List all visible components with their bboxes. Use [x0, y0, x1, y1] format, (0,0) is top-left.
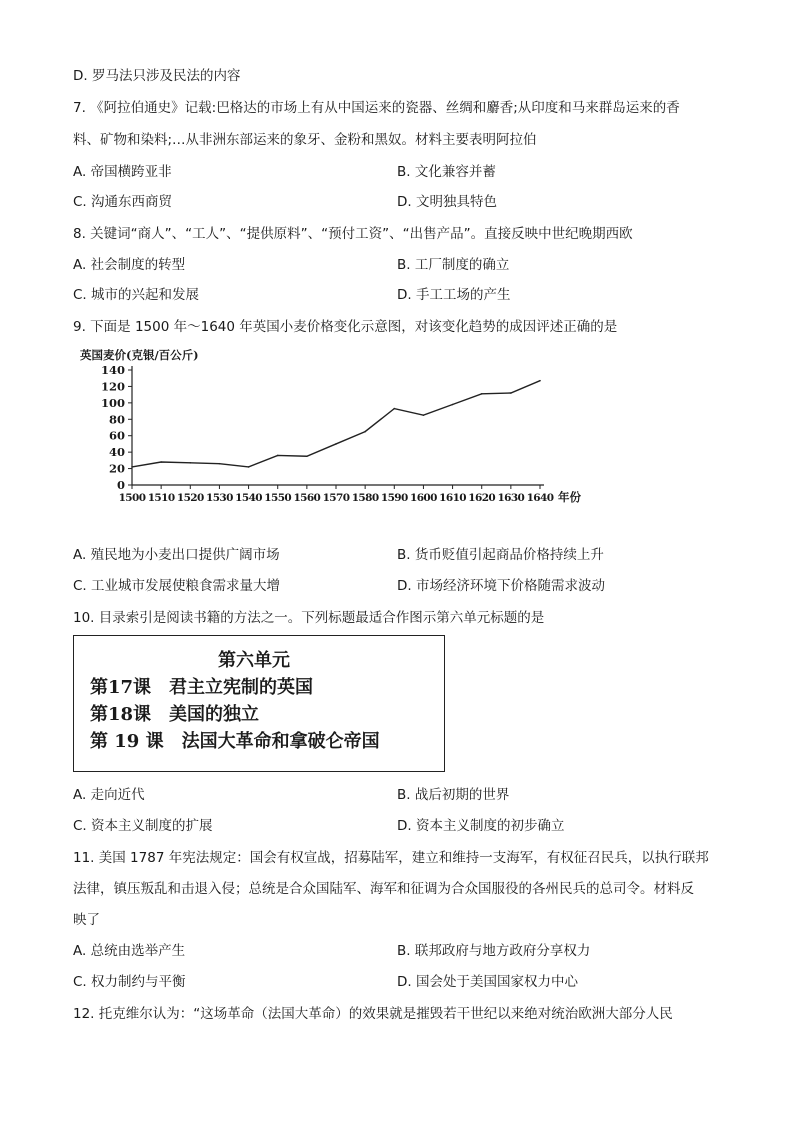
y-tick-label: 20	[108, 461, 125, 476]
x-tick-label: 1510	[147, 492, 175, 504]
q7-stem-line1: 7. 《阿拉伯通史》记载:巴格达的市场上有从中国运来的瓷器、丝绸和麝香;从印度和马来群岛运来的香	[73, 100, 680, 116]
y-tick-label: 40	[108, 445, 125, 460]
data-point	[277, 455, 279, 457]
data-point	[189, 462, 191, 464]
toc-lesson-18: 第18课 美国的独立	[90, 704, 260, 725]
q11-stem-line1: 11. 美国 1787 年宪法规定：国会有权宣战，招募陆军，建立和维持一支海军，有权征召民兵，以执行联邦	[73, 850, 709, 866]
x-tick-label: 1550	[264, 492, 292, 504]
y-tick-label: 140	[100, 363, 125, 377]
x-tick-label: 1620	[468, 492, 496, 504]
x-tick-label: 1630	[497, 492, 525, 504]
q11-option-a: A. 总统由选举产生	[73, 943, 186, 959]
x-tick-label: 1500	[118, 492, 146, 504]
x-tick-label: 1580	[351, 492, 379, 504]
data-point	[248, 466, 250, 468]
q11-option-c: C. 权力制约与平衡	[73, 974, 186, 990]
data-point	[335, 443, 337, 445]
data-point	[219, 463, 221, 465]
q8-option-d: D. 手工工场的产生	[397, 287, 511, 303]
q11-option-d: D. 国会处于美国国家权力中心	[397, 974, 578, 990]
toc-lesson-17: 第17课 君主立宪制的英国	[90, 677, 314, 698]
data-point	[131, 466, 133, 468]
y-tick-label: 80	[108, 412, 125, 427]
data-point	[160, 461, 162, 463]
q12-stem-line1: 12. 托克维尔认为：“这场革命（法国大革命）的效果就是摧毁若干世纪以来绝对统治欧洲大部分人民	[73, 1006, 673, 1022]
q11-stem-line2: 法律，镇压叛乱和击退入侵；总统是合众国陆军、海军和征调为合众国服役的各州民兵的总司令。材料反	[73, 881, 694, 897]
x-tick-label: 1560	[293, 492, 321, 504]
q8-stem: 8. 关键词“商人”、“工人”、“提供原料”、“预付工资”、“出售产品”。直接反映中世纪晚期西欧	[73, 226, 633, 242]
y-tick-label: 120	[100, 379, 125, 394]
data-point	[423, 414, 425, 416]
y-tick-label: 100	[100, 395, 125, 410]
q10-stem: 10. 目录索引是阅读书籍的方法之一。下列标题最适合作图示第六单元标题的是	[73, 610, 545, 626]
x-tick-label: 1640	[526, 492, 554, 504]
q7-option-a: A. 帝国横跨亚非	[73, 164, 172, 180]
x-tick-label: 1530	[206, 492, 233, 504]
q10-option-d: D. 资本主义制度的初步确立	[397, 818, 565, 834]
q9-option-b: B. 货币贬值引起商品价格持续上升	[397, 547, 604, 563]
q7-option-b: B. 文化兼容并蓄	[397, 164, 496, 180]
x-tick-label: 1520	[176, 492, 204, 504]
toc-box	[73, 635, 445, 772]
toc-unit-title: 第六单元	[218, 650, 290, 671]
y-tick-label: 0	[116, 478, 125, 492]
q9-option-a: A. 殖民地为小麦出口提供广阔市场	[73, 547, 280, 563]
data-point	[393, 408, 395, 410]
x-tick-label: 1610	[439, 492, 466, 504]
x-tick-label: 1570	[322, 492, 350, 504]
data-point	[539, 380, 541, 382]
q8-option-a: A. 社会制度的转型	[73, 257, 186, 273]
q9-option-c: C. 工业城市发展使粮食需求量大增	[73, 578, 281, 594]
q7-stem-line2: 料、矿物和染料;…从非洲东部运来的象牙、金粉和黑奴。材料主要表明阿拉伯	[73, 132, 537, 148]
q10-option-c: C. 资本主义制度的扩展	[73, 818, 213, 834]
x-tick-label: 1590	[380, 492, 408, 504]
x-tick-label: 1540	[235, 492, 262, 504]
y-axis-label: 英国麦价(克银/百公斤)	[80, 348, 199, 362]
price-line	[132, 381, 540, 467]
q8-option-b: B. 工厂制度的确立	[397, 257, 510, 273]
q10-option-b: B. 战后初期的世界	[397, 787, 510, 803]
toc-lesson-19: 第 19 课 法国大革命和拿破仑帝国	[90, 731, 380, 752]
q8-option-c: C. 城市的兴起和发展	[73, 287, 200, 303]
wheat-price-chart	[80, 345, 590, 505]
q7-option-d: D. 文明独具特色	[397, 194, 497, 210]
x-axis-label: 年份	[558, 490, 581, 504]
q11-option-b: B. 联邦政府与地方政府分享权力	[397, 943, 591, 959]
q10-option-a: A. 走向近代	[73, 787, 145, 803]
data-point	[510, 392, 512, 394]
q7-option-c: C. 沟通东西商贸	[73, 194, 173, 210]
q6-option-d: D. 罗马法只涉及民法的内容	[73, 68, 241, 84]
data-point	[364, 431, 366, 433]
data-point	[306, 455, 308, 457]
y-tick-label: 60	[108, 428, 125, 443]
data-point	[481, 393, 483, 395]
data-point	[452, 404, 454, 406]
x-tick-label: 1600	[410, 492, 437, 504]
q11-stem-line3: 映了	[73, 912, 100, 928]
q9-option-d: D. 市场经济环境下价格随需求波动	[397, 578, 605, 594]
q9-stem: 9. 下面是 1500 年～1640 年英国小麦价格变化示意图，对该变化趋势的成因评述正确的是	[73, 319, 618, 335]
